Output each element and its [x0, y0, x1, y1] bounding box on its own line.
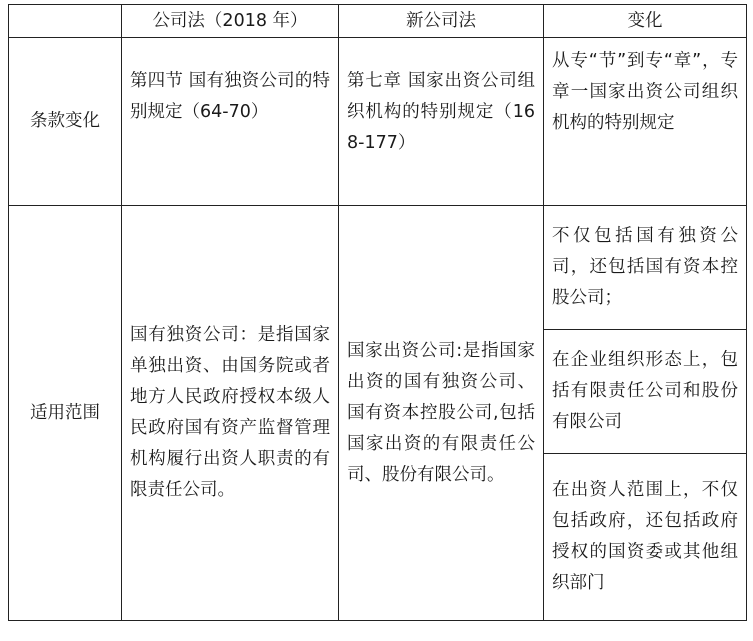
cell-change-scope-3: 在出资人范围上，不仅包括政府，还包括政府授权的国资委或其他组织部门: [544, 454, 747, 621]
cell-change-clause: 从专“节”到专“章”，专章一国家出资公司组织机构的特别规定: [544, 38, 747, 206]
row-label-scope: 适用范围: [9, 206, 122, 621]
table-row-clause-change: [9, 38, 747, 206]
header-cell-old-law: 公司法（2018 年）: [122, 5, 339, 38]
header-row: [9, 5, 747, 38]
header-cell-changes: 变化: [544, 5, 747, 38]
header-cell-new-law: 新公司法: [339, 5, 544, 38]
table-row-scope-1: [9, 206, 747, 330]
comparison-table: [8, 4, 747, 621]
cell-change-scope-1: 不仅包括国有独资公司，还包括国有资本控股公司；: [544, 206, 747, 330]
row-label-clause-change: 条款变化: [9, 38, 122, 206]
cell-change-scope-2: 在企业组织形态上，包括有限责任公司和股份有限公司: [544, 330, 747, 454]
cell-old-law-scope: 国有独资公司：是指国家单独出资、由国务院或者地方人民政府授权本级人民政府国有资产监督管理机构履行出资人职责的有限责任公司。: [122, 206, 339, 621]
cell-new-law-scope: 国家出资公司:是指国家出资的国有独资公司、国有资本控股公司,包括国家出资的有限责任公司、股份有限公司。: [339, 206, 544, 621]
cell-new-law-clause: 第七章 国家出资公司组织机构的特别规定（168-177）: [339, 38, 544, 206]
header-cell-blank: [9, 5, 122, 38]
cell-old-law-clause: 第四节 国有独资公司的特别规定（64-70）: [122, 38, 339, 206]
